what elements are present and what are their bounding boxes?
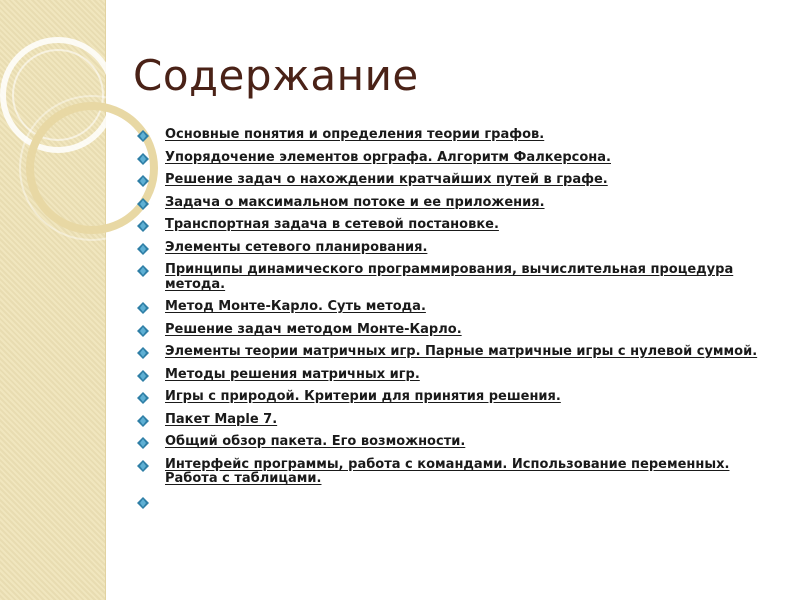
list-item-link[interactable]: Решение задач методом Монте-Карло. xyxy=(165,321,462,337)
list-item xyxy=(137,218,767,233)
list-item xyxy=(137,300,767,315)
left-decorative-panel xyxy=(0,0,106,600)
diamond-bullet-icon xyxy=(137,392,149,404)
list-item-link[interactable]: Интерфейс программы, работа с командами. Использование переменных. Работа с таблицами. xyxy=(165,456,730,486)
diamond-bullet-icon xyxy=(137,370,149,382)
diamond-bullet-icon xyxy=(137,153,149,165)
diamond-bullet-icon xyxy=(137,198,149,210)
list-item xyxy=(137,173,767,188)
list-item xyxy=(137,263,767,292)
diamond-bullet-icon xyxy=(137,460,149,472)
list-item xyxy=(137,390,767,405)
list-item-link[interactable]: Общий обзор пакета. Его возможности. xyxy=(165,434,466,449)
list-item-link[interactable]: Решение задач о нахождении кратчайших путей в графе. xyxy=(165,172,608,187)
diamond-bullet-icon xyxy=(137,302,149,314)
list-item-link[interactable]: Элементы сетевого планирования. xyxy=(165,239,428,255)
list-item xyxy=(137,241,767,256)
list-item-link[interactable]: Основные понятия и определения теории графов. xyxy=(165,127,545,142)
diamond-bullet-icon xyxy=(137,220,149,232)
list-item xyxy=(137,458,767,487)
diamond-bullet-icon xyxy=(137,415,149,427)
diamond-bullet-icon xyxy=(137,243,149,255)
list-item xyxy=(137,368,767,383)
list-item-link[interactable]: Методы решения матричных игр. xyxy=(165,366,420,382)
list-item xyxy=(137,151,767,166)
list-item xyxy=(137,435,767,450)
list-item xyxy=(137,345,767,360)
list-item-link[interactable]: Игры с природой. Критерии для принятия решения. xyxy=(165,389,561,404)
diamond-bullet-icon xyxy=(137,325,149,337)
list-item-link[interactable]: Упорядочение элементов орграфа. Алгоритм Фалкерсона. xyxy=(165,149,611,165)
diamond-bullet-icon xyxy=(137,497,149,509)
list-item-link[interactable]: Метод Монте-Карло. Суть метода. xyxy=(165,299,426,314)
list-item-link[interactable]: Задача о максимальном потоке и ее приложения. xyxy=(165,194,545,210)
list-item-link[interactable]: Транспортная задача в сетевой постановке. xyxy=(165,217,499,232)
diamond-bullet-icon xyxy=(137,437,149,449)
list-item xyxy=(137,413,767,428)
diamond-bullet-icon xyxy=(137,347,149,359)
list-item xyxy=(137,323,767,338)
list-item-link[interactable]: Элементы теории матричных игр. Парные матричные игры с нулевой суммой. xyxy=(165,344,758,359)
list-item-link[interactable]: Принципы динамического программирования, вычислительная процедура метода. xyxy=(165,262,734,292)
list-item-link[interactable]: Пакет Maple 7. xyxy=(165,411,278,427)
list-item xyxy=(137,196,767,211)
diamond-bullet-icon xyxy=(137,130,149,142)
contents-list xyxy=(137,128,767,495)
slide-title: Содержание xyxy=(133,51,419,100)
diamond-bullet-icon xyxy=(137,265,149,277)
diamond-bullet-icon xyxy=(137,175,149,187)
list-item xyxy=(137,128,767,143)
